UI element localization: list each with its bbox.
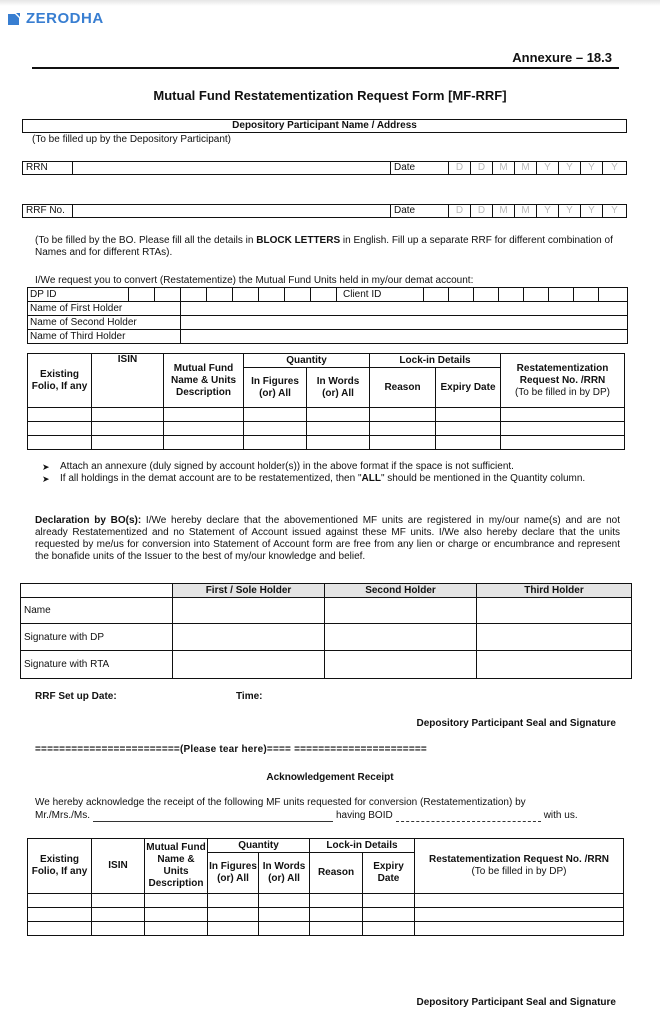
cell[interactable]: [477, 624, 632, 651]
table-row: [28, 436, 625, 450]
cell[interactable]: [92, 894, 145, 908]
third-holder-input[interactable]: [181, 330, 628, 344]
client-id-cell[interactable]: [449, 288, 474, 302]
cell[interactable]: [363, 908, 415, 922]
cell[interactable]: [415, 908, 624, 922]
rrn-date-y3[interactable]: Y: [581, 162, 603, 174]
rrn-date-d1[interactable]: D: [449, 162, 471, 174]
cell[interactable]: [92, 908, 145, 922]
note-text-prefix: If all holdings in the demat account are to be restatementized, then ": [60, 473, 362, 484]
rrf-input[interactable]: [73, 205, 391, 217]
cell[interactable]: [164, 436, 244, 450]
brand-name: ZERODHA: [26, 10, 104, 27]
dp-seal-signature: Depository Participant Seal and Signature: [416, 718, 616, 729]
cell[interactable]: [415, 894, 624, 908]
dp-id-cell[interactable]: [155, 288, 181, 302]
ack-boid-label: having BOID: [336, 810, 393, 821]
table-row: [28, 894, 624, 908]
col-second-holder: Second Holder: [325, 584, 477, 598]
cell[interactable]: [370, 422, 436, 436]
rrn-date-y4[interactable]: Y: [611, 162, 618, 173]
col-third-holder: Third Holder: [477, 584, 632, 598]
cell[interactable]: [307, 422, 370, 436]
cell[interactable]: [28, 408, 92, 422]
rrn-date-label: Date: [391, 162, 449, 174]
second-holder-label: Name of Second Holder: [28, 316, 181, 330]
arrow-bullet-icon: ➤: [42, 474, 50, 484]
tear-line: ========================(Please tear here)==== ======================: [35, 744, 427, 755]
rrn-date-m2[interactable]: M: [515, 162, 537, 174]
arrow-bullet-icon: ➤: [42, 462, 50, 472]
cell[interactable]: [259, 894, 310, 908]
rrf-date-label: Date: [391, 205, 449, 217]
rrf-row: [22, 204, 627, 218]
cell[interactable]: [208, 908, 259, 922]
cell[interactable]: [28, 894, 92, 908]
col-lockin: Lock-in Details: [370, 354, 501, 368]
cell[interactable]: [370, 408, 436, 422]
table-row: [28, 922, 624, 936]
third-holder-label: Name of Third Holder: [28, 330, 181, 344]
ack-name-field[interactable]: [93, 812, 333, 822]
cell[interactable]: [92, 922, 145, 936]
rrn-date-d2[interactable]: D: [471, 162, 493, 174]
rrf-setup-time-label: Time:: [236, 691, 263, 702]
rrf-label: RRF No.: [23, 205, 73, 217]
rrf-date-d1[interactable]: D: [449, 205, 471, 217]
cell[interactable]: [28, 436, 92, 450]
ack-boid-field[interactable]: [396, 812, 541, 822]
cell[interactable]: [259, 922, 310, 936]
cell[interactable]: [436, 408, 501, 422]
brand-logo: [8, 10, 104, 27]
cell[interactable]: [145, 908, 208, 922]
dp-note: (To be filled up by the Depository Participant): [32, 134, 231, 145]
cell[interactable]: [363, 922, 415, 936]
dp-name-address-header: Depository Participant Name / Address: [22, 119, 627, 133]
client-id-cell[interactable]: [549, 288, 574, 302]
note-item: [42, 473, 622, 485]
row-name-label: Name: [21, 598, 173, 624]
cell[interactable]: [477, 598, 632, 624]
dp-id-cell[interactable]: [285, 288, 311, 302]
dp-seal-signature-2: Depository Participant Seal and Signature: [416, 997, 616, 1008]
rrf-date-y2[interactable]: Y: [559, 205, 581, 217]
col-rrn-label: Restatementization Request No. /RRN: [516, 362, 609, 386]
col-quantity: Quantity: [244, 354, 370, 368]
cell[interactable]: [208, 894, 259, 908]
rrf-date-y3[interactable]: Y: [581, 205, 603, 217]
cell[interactable]: [310, 922, 363, 936]
cell[interactable]: [307, 408, 370, 422]
cell[interactable]: [370, 436, 436, 450]
note-text: Attach an annexure (duly signed by account holder(s)) in the above format if the space is not sufficient.: [60, 461, 514, 472]
dp-id-cell[interactable]: [207, 288, 233, 302]
cell[interactable]: [244, 408, 307, 422]
col-expiry: Expiry Date: [436, 368, 501, 408]
rrn-date-m1[interactable]: M: [493, 162, 515, 174]
col-folio: Existing Folio, If any: [28, 354, 92, 408]
cell[interactable]: [244, 436, 307, 450]
account-table: [27, 287, 628, 344]
client-id-cell[interactable]: [424, 288, 449, 302]
annexure-label: Annexure – 18.3: [512, 50, 612, 65]
col-rrn-note: (To be filled in by DP): [514, 386, 611, 398]
table-row: [28, 408, 625, 422]
second-holder-input[interactable]: [181, 316, 628, 330]
sig-corner: [21, 584, 173, 598]
note-text-bold: ALL: [361, 473, 381, 484]
header-rule: [32, 67, 619, 69]
cell[interactable]: [164, 408, 244, 422]
col-first-holder: First / Sole Holder: [173, 584, 325, 598]
cell[interactable]: [259, 908, 310, 922]
declaration-label: Declaration by BO(s):: [35, 515, 142, 526]
cell[interactable]: [501, 422, 625, 436]
col-in-figures: In Figures (or) All: [244, 368, 307, 408]
signature-table: [20, 583, 632, 679]
cell[interactable]: [173, 598, 325, 624]
col-in-words: In Words (or) All: [259, 853, 310, 894]
col-in-figures: In Figures (or) All: [208, 853, 259, 894]
cell[interactable]: [325, 624, 477, 651]
cell[interactable]: [145, 922, 208, 936]
col-rrn-note: (To be filled in by DP): [471, 866, 567, 877]
table-row: [28, 908, 624, 922]
ack-title: Acknowledgement Receipt: [266, 772, 394, 783]
zerodha-logo-icon: [8, 13, 20, 25]
client-id-cell[interactable]: [599, 288, 628, 302]
cell[interactable]: [501, 408, 625, 422]
cell[interactable]: [173, 651, 325, 679]
col-rrn: [501, 354, 625, 408]
rrn-label: RRN: [23, 162, 73, 174]
dp-id-label: DP ID: [28, 288, 129, 302]
cell[interactable]: [325, 651, 477, 679]
note-item: [42, 461, 622, 473]
ack-suffix: with us.: [543, 810, 578, 821]
cell[interactable]: [164, 422, 244, 436]
ack-name-prefix: Mr./Mrs./Ms.: [35, 810, 90, 821]
units-table: [27, 353, 625, 450]
rrf-date-y1[interactable]: Y: [537, 205, 559, 217]
rrf-date-d2[interactable]: D: [471, 205, 493, 217]
col-folio: Existing Folio, If any: [28, 839, 92, 894]
cell[interactable]: [310, 908, 363, 922]
top-shadow: [0, 0, 660, 6]
dp-id-cell[interactable]: [311, 288, 337, 302]
declaration: [35, 515, 620, 563]
ack-text: We hereby acknowledge the receipt of the following MF units requested for conversion (Restatementization) by: [35, 797, 526, 808]
note-text-suffix: " should be mentioned in the Quantity column.: [380, 473, 586, 484]
client-id-cell[interactable]: [524, 288, 549, 302]
client-id-cell[interactable]: [574, 288, 599, 302]
cell[interactable]: [310, 894, 363, 908]
cell[interactable]: [173, 624, 325, 651]
bo-instruction-bold: BLOCK LETTERS: [256, 235, 341, 246]
col-quantity: Quantity: [208, 839, 310, 853]
dp-id-cell[interactable]: [181, 288, 207, 302]
dp-id-cell[interactable]: [259, 288, 285, 302]
rrf-date-y4[interactable]: Y: [611, 205, 618, 216]
ack-units-table: [27, 838, 624, 936]
bo-instruction-prefix: (To be filled by the BO. Please fill all the details in: [35, 235, 257, 246]
cell[interactable]: [92, 422, 164, 436]
cell[interactable]: [145, 894, 208, 908]
cell[interactable]: [28, 422, 92, 436]
bo-instruction: [35, 235, 620, 259]
col-isin: ISIN: [92, 354, 164, 408]
col-fund: Mutual Fund Name & Units Description: [164, 354, 244, 408]
cell[interactable]: [92, 408, 164, 422]
rrn-date-y1[interactable]: Y: [537, 162, 559, 174]
rrf-date-m1[interactable]: M: [493, 205, 515, 217]
rrn-input[interactable]: [73, 162, 391, 174]
ack-line2: [35, 810, 620, 822]
cell[interactable]: [307, 436, 370, 450]
client-id-cell[interactable]: [499, 288, 524, 302]
cell[interactable]: [415, 922, 624, 936]
rrn-date-y2[interactable]: Y: [559, 162, 581, 174]
client-id-cell[interactable]: [474, 288, 499, 302]
dp-id-cell[interactable]: [233, 288, 259, 302]
cell[interactable]: [477, 651, 632, 679]
client-id-label: Client ID: [337, 288, 424, 302]
col-expiry: Expiry Date: [363, 853, 415, 894]
declaration-text: I/We hereby declare that the abovementioned MF units are registered in my/our name(s) and are not already Restatementized and no Statement of Account issued against these MF units. I/We also hereby declare that the units requested by me/us for conversion into Statement of Account form are free from any lien or charge or encumbrance and represent the bonafide units of the Issuer to the best of my/our knowledge and belief.: [35, 515, 620, 562]
bo-instruction-suffix: in English. Fill up a separate RRF for different combination of Names and for different RTAs).: [35, 235, 613, 258]
table-row: [28, 422, 625, 436]
col-reason: Reason: [370, 368, 436, 408]
cell[interactable]: [208, 922, 259, 936]
cell[interactable]: [325, 598, 477, 624]
first-holder-input[interactable]: [181, 302, 628, 316]
col-fund: Mutual Fund Name & Units Description: [145, 839, 208, 894]
rrf-date-m2[interactable]: M: [515, 205, 537, 217]
first-holder-label: Name of First Holder: [28, 302, 181, 316]
notes-list: [42, 461, 622, 485]
row-sig-rta-label: Signature with RTA: [21, 651, 173, 679]
cell[interactable]: [28, 908, 92, 922]
rrn-row: [22, 161, 627, 175]
form-title: Mutual Fund Restatementization Request Form [MF-RRF]: [153, 88, 507, 103]
col-reason: Reason: [310, 853, 363, 894]
cell[interactable]: [436, 422, 501, 436]
col-rrn: [415, 839, 624, 894]
row-sig-dp-label: Signature with DP: [21, 624, 173, 651]
col-in-words: In Words (or) All: [307, 368, 370, 408]
cell[interactable]: [501, 436, 625, 450]
col-lockin: Lock-in Details: [310, 839, 415, 853]
col-rrn-label: Restatementization Request No. /RRN: [428, 854, 610, 865]
cell[interactable]: [92, 436, 164, 450]
cell[interactable]: [436, 436, 501, 450]
dp-id-cell[interactable]: [129, 288, 155, 302]
cell[interactable]: [244, 422, 307, 436]
rrf-setup-date-label: RRF Set up Date:: [35, 691, 117, 702]
cell[interactable]: [363, 894, 415, 908]
request-line: I/We request you to convert (Restatementize) the Mutual Fund Units held in my/our demat account:: [35, 275, 474, 286]
cell[interactable]: [28, 922, 92, 936]
col-isin: ISIN: [92, 839, 145, 894]
